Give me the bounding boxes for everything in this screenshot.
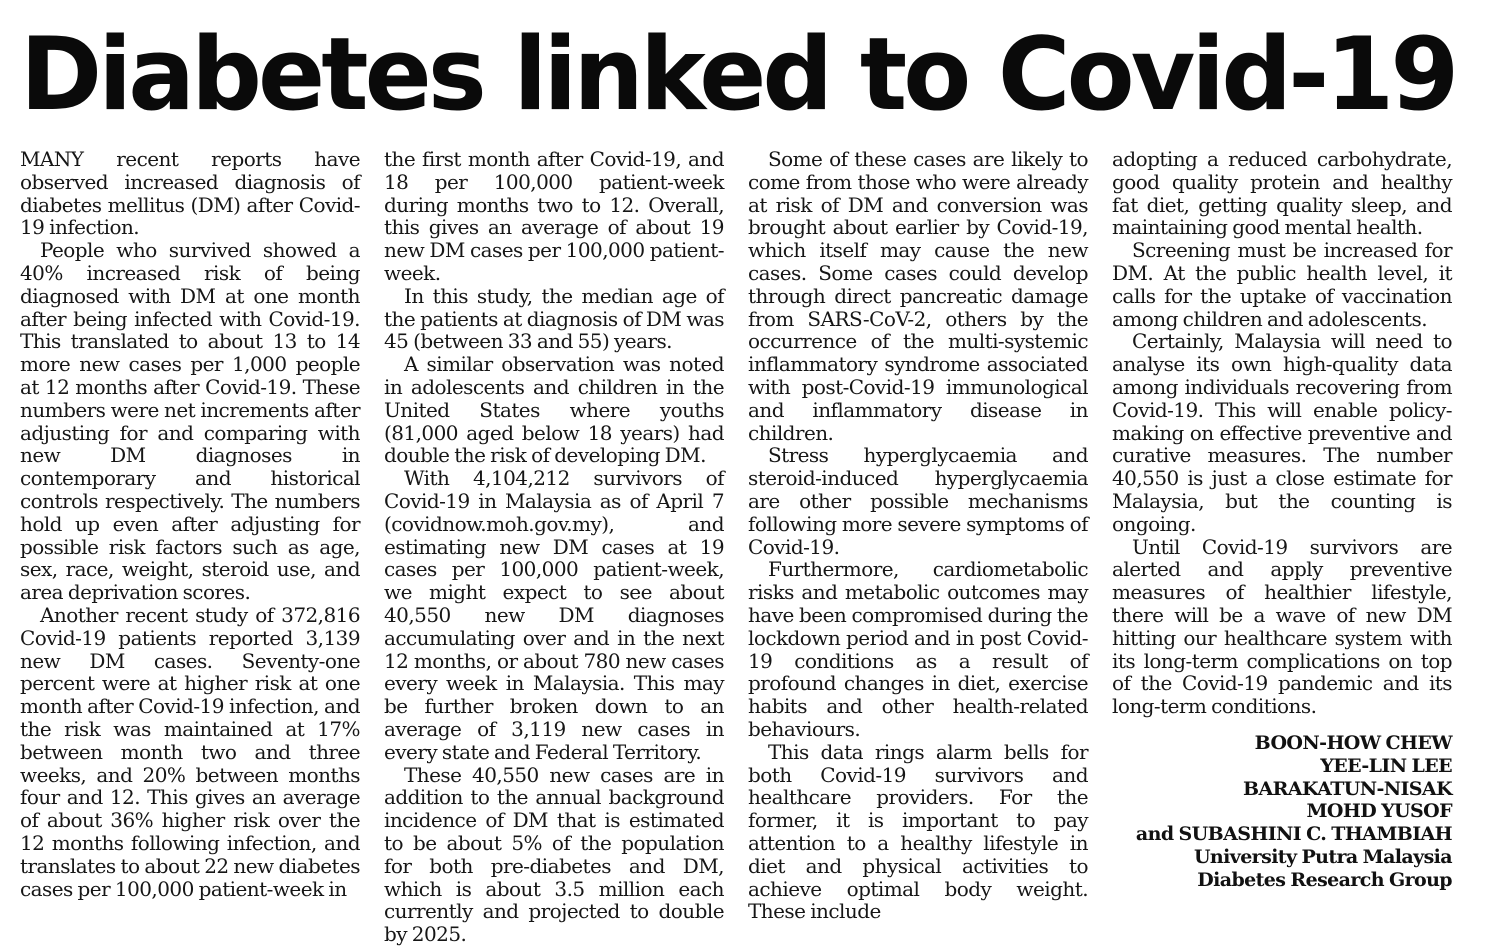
article-column-1 — [20, 148, 360, 900]
article-paragraph: A similar observation was noted in adolescents and children in the United States where youths (81,000 aged below 18 years) had double the risk of developing DM. — [384, 352, 724, 468]
article-paragraph: People who survived showed a 40% increased risk of being diagnosed with DM at one month after being infected with Covid-19. This translated to about 13 to 14 more new cases per 1,000 people at 12 months after Covid-19. These numbers were net increments after adjusting for and comparing with new DM diagnoses in contemporary and historical controls respectively. The numbers hold up even after adjusting for possible risk factors such as age, sex, race, weight, steroid use, and area deprivation scores. — [20, 238, 360, 605]
article-paragraph: Furthermore, cardiometabolic risks and metabolic outcomes may have been compromised during the lockdown period and in post Covid-19 conditions as a result of profound changes in diet, exercise habits and other health-related behaviours. — [748, 557, 1088, 741]
article-paragraph: MANY recent reports have observed increased diagnosis of diabetes mellitus (DM) after Covid-19 infection. — [20, 147, 360, 240]
author-affiliation: University Putra Malaysia — [1193, 845, 1452, 868]
article-column-4 — [1112, 148, 1452, 892]
article-paragraph: Another recent study of 372,816 Covid-19 patients reported 3,139 new DM cases. Seventy-one percent were at higher risk at one month after Covid-19 infection, and the risk was maintained at 17% between month two and three weeks, and 20% between months four and 12. This gives an average of about 36% higher risk over the 12 months following infection, and translates to about 22 new diabetes cases per 100,000 patient-week in — [20, 602, 360, 901]
article-column-2 — [384, 148, 724, 946]
author-name: MOHD YUSOF — [1306, 800, 1452, 823]
article-paragraph: Until Covid-19 survivors are alerted and apply preventive measures of healthier lifestyle, there will be a wave of new DM hitting our healthcare system with its long-term complications on top of the Covid-19 pandemic and its long-term conditions. — [1112, 534, 1452, 719]
article-column-3 — [748, 148, 1088, 923]
article-paragraph: This data rings alarm bells for both Covid-19 survivors and healthcare providers. For the former, it is important to pay attention to a healthy lifestyle in diet and physical activities to achieve optimal body weight. These include — [748, 739, 1088, 924]
author-affiliation: Diabetes Research Group — [1197, 868, 1452, 891]
article-paragraph: adopting a reduced carbohydrate, good quality protein and healthy fat diet, getting quality sleep, and maintaining good mental health. — [1112, 147, 1452, 240]
article-paragraph: Screening must be increased for DM. At the public health level, it calls for the uptake of vaccination among children and adolescents. — [1112, 238, 1452, 331]
article-paragraph: Some of these cases are likely to come from those who were already at risk of DM and conversion was brought about earlier by Covid-19, which itself may cause the new cases. Some cases could develop through direct pancreatic damage from SARS-CoV-2, others by the occurrence of the multi-systemic inflammatory syndrome associated with post-Covid-19 immunological and inflammatory disease in children. — [748, 147, 1088, 445]
article-paragraph: With 4,104,212 survivors of Covid-19 in Malaysia as of April 7 (covidnow.moh.gov.my), and estimating new DM cases at 19 cases per 100,000 patient-week, we might expect to see about 40,550 new DM diagnoses accumulating over and in the next 12 months, or about 780 new cases every week in Malaysia. This may be further broken down to an average of 3,119 new cases in every state and Federal Territory. — [384, 466, 724, 764]
article-paragraph: Certainly, Malaysia will need to analyse its own high-quality data among individuals recovering from Covid-19. This will enable policy-making on effective preventive and curative measures. The number 40,550 is just a close estimate for Malaysia, but the counting is ongoing. — [1112, 329, 1452, 536]
article-body — [20, 147, 1460, 946]
author-name: YEE-LIN LEE — [1320, 754, 1452, 777]
article-paragraph: These 40,550 new cases are in addition to the annual background incidence of DM that is estimated to be about 5% of the population for both pre-diabetes and DM, which is about 3.5 million each currently and projected to double by 2025. — [384, 762, 724, 946]
headline: Diabetes linked to Covid-19 — [20, 15, 1456, 133]
article-paragraph: the first month after Covid-19, and 18 per 100,000 patient-week during months two to 12. Overall, this gives an average of about 19 new DM cases per 100,000 patient-week. — [384, 147, 724, 285]
author-name: BOON-HOW CHEW — [1254, 731, 1452, 754]
article-paragraph: In this study, the median age of the patients at diagnosis of DM was 45 (between 33 and 55) years. — [384, 283, 724, 354]
author-name: BARAKATUN-NISAK — [1243, 777, 1452, 800]
author-signature — [1112, 732, 1452, 892]
author-name: and SUBASHINI C. THAMBIAH — [1135, 823, 1452, 846]
article-paragraph: Stress hyperglycaemia and steroid-induced hyperglycaemia are other possible mechanisms following more severe symptoms of Covid-19. — [748, 443, 1088, 559]
